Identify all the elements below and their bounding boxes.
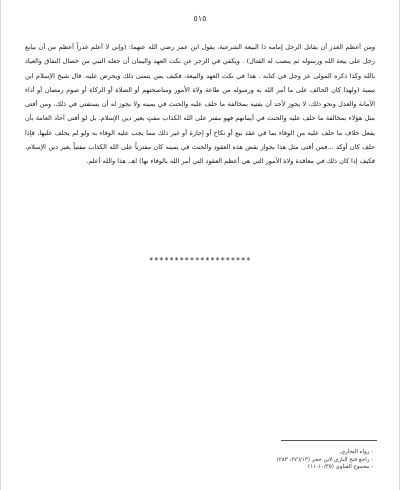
footnote: - رواه البخاري. [339, 449, 373, 455]
footnote: - راجع فتح الباري لابن حجر (٢٧٦/١٣، ٢٨٣) [276, 456, 373, 463]
footnote-divider [281, 440, 377, 441]
section-separator: ******************** [148, 256, 252, 265]
footnotes [151, 449, 373, 472]
paragraph: ومن أعظم الغدر أن يقاتل الرجل إمامه ذا البيعة الشرعية، يقول ابن عمر رضي الله عنهما: (وإني لا أعلم غدراً أعظم من أن يبايع رجل على بيعة الله ورسوله ثم ينصب له القتال) . ويكفي في الزجر عن نكث العهد واليمان أن جعله النبي من خصال النفاق والعياذ بالله وكذا ذكره المولى عز وجل في كتابه . هذا في نكث العهد والبيعة، فكيف بمن يتمنى ذلك ويحرض عليه. قال شيخ الإسلام ابن تيمية (ولهذا كان الحالف على ما أمر الله به ورسوله من طاعة ولاة الأمور ومناصحتهم أو الصلاة أو الزكاة أو صوم رمضان أو أداء الأمانة والعدل ونحو ذلك، لا يجوز لأحد أن يفتيه بمخالفة ما حلف عليه والحنث في يمينه ولا يجوز له أن يستفتي في ذلك، ومن أفتى مثل هؤلاء بمخالفة ما حلف عليه والحنث في أيمانهم فهو مفتر على الله الكذاب مفتٍ بغير دين الإسلام. بل لو أفتى آحاد العامة بأن يفعل خلاف ما حلف عليه من الوفاء بما في عقد بيع أو نكاح أو إجارة أو غير ذلك مما يجب عليه الوفاء به ولو لم يحلف عليها، فإذا حلف كان أوكد ...فمن أفتى مثل هذا بجواز نقض هذه العقود والحنث في يمينه كان مفترياً على الله الكذاب مفتياً بغير دين الإسلام، فكيف إذا كان ذلك في معاقدة ولاة الأمور التي هي أعظم العقود التي أمر الله بالوفاء بها) اهـ. هذا والله أعلم. [25, 43, 375, 166]
page-number: ٥١٥ [193, 14, 207, 23]
footnote: - مجموع الفتاوى (١٠/٣٥-١١) [308, 464, 373, 470]
body-text [25, 40, 375, 169]
